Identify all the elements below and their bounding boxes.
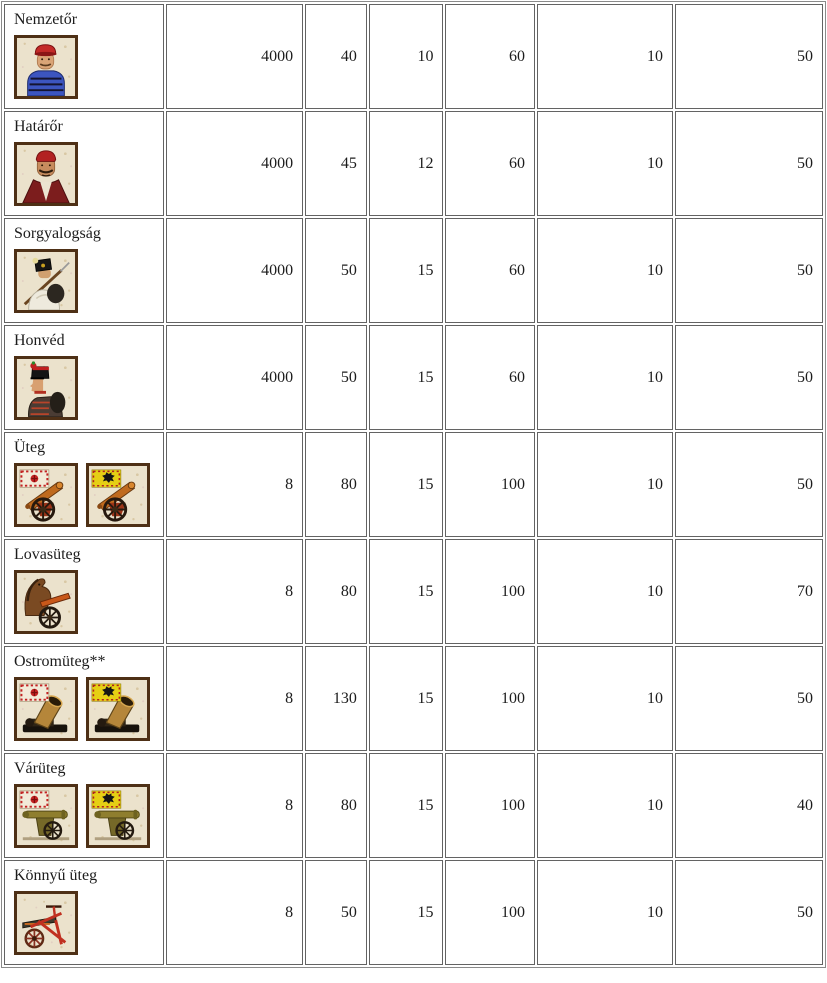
table-row [4, 539, 823, 644]
unit-cell-ostromuteg [4, 646, 164, 751]
stat-cell: 8 [166, 432, 303, 537]
fortress-cannon-hungarian-flag-icon [14, 784, 78, 848]
stat-cell: 70 [675, 539, 823, 644]
stat-cell: 4000 [166, 218, 303, 323]
stat-cell: 40 [305, 4, 367, 109]
table-row [4, 111, 823, 216]
unit-images [14, 784, 155, 848]
table-row [4, 218, 823, 323]
stat-cell: 100 [445, 432, 535, 537]
unit-images [14, 891, 155, 955]
stat-cell: 8 [166, 539, 303, 644]
stat-cell: 10 [537, 539, 673, 644]
stat-cell: 10 [537, 646, 673, 751]
unit-images [14, 570, 155, 634]
table-row [4, 646, 823, 751]
unit-cell-sorgyalogsag [4, 218, 164, 323]
unit-cell-varuteg [4, 753, 164, 858]
stat-cell: 15 [369, 325, 444, 430]
stat-cell: 10 [537, 111, 673, 216]
stat-cell: 10 [537, 218, 673, 323]
unit-name: Határőr [14, 118, 63, 135]
unit-name: Sorgyalogság [14, 225, 101, 242]
stat-cell: 100 [445, 539, 535, 644]
stat-cell: 60 [445, 218, 535, 323]
unit-name: Üteg [14, 439, 46, 456]
unit-images [14, 35, 155, 99]
stat-cell: 80 [305, 539, 367, 644]
stat-cell: 50 [305, 325, 367, 430]
stat-cell: 100 [445, 646, 535, 751]
stat-cell: 45 [305, 111, 367, 216]
field-cannon-hungarian-flag-icon [14, 463, 78, 527]
stat-cell: 130 [305, 646, 367, 751]
table-row [4, 860, 823, 965]
stat-cell: 50 [675, 646, 823, 751]
stat-cell: 40 [675, 753, 823, 858]
stat-cell: 60 [445, 4, 535, 109]
stat-cell: 80 [305, 432, 367, 537]
stat-cell: 10 [537, 753, 673, 858]
unit-cell-hataror [4, 111, 164, 216]
stat-cell: 10 [537, 325, 673, 430]
unit-images [14, 677, 155, 741]
siege-mortar-hungarian-flag-icon [14, 677, 78, 741]
field-cannon-austrian-flag-icon [86, 463, 150, 527]
table-row [4, 432, 823, 537]
unit-name: Nemzetőr [14, 11, 78, 28]
stat-cell: 8 [166, 860, 303, 965]
line-infantry-soldier-icon [14, 249, 78, 313]
stat-cell: 10 [369, 4, 444, 109]
unit-images [14, 249, 155, 313]
stat-cell: 50 [675, 432, 823, 537]
national-guard-soldier-icon [14, 35, 78, 99]
stat-cell: 50 [675, 4, 823, 109]
horse-artillery-icon [14, 570, 78, 634]
unit-name: Honvéd [14, 332, 65, 349]
unit-cell-honved [4, 325, 164, 430]
fortress-cannon-austrian-flag-icon [86, 784, 150, 848]
stat-cell: 80 [305, 753, 367, 858]
stat-cell: 10 [537, 432, 673, 537]
stat-cell: 60 [445, 111, 535, 216]
light-cannon-icon [14, 891, 78, 955]
stat-cell: 100 [445, 753, 535, 858]
unit-images [14, 142, 155, 206]
unit-images [14, 356, 155, 420]
stat-cell: 4000 [166, 4, 303, 109]
stat-cell: 50 [675, 325, 823, 430]
stat-cell: 4000 [166, 325, 303, 430]
stat-cell: 12 [369, 111, 444, 216]
stat-cell: 50 [305, 218, 367, 323]
unit-name: Várüteg [14, 760, 66, 777]
stat-cell: 100 [445, 860, 535, 965]
stat-cell: 15 [369, 218, 444, 323]
stat-cell: 8 [166, 753, 303, 858]
table-row [4, 753, 823, 858]
stat-cell: 8 [166, 646, 303, 751]
stat-cell: 15 [369, 432, 444, 537]
unit-cell-nemzetor [4, 4, 164, 109]
unit-name: Könnyű üteg [14, 867, 98, 884]
unit-name: Ostromüteg** [14, 653, 106, 670]
border-guard-soldier-icon [14, 142, 78, 206]
honved-soldier-icon [14, 356, 78, 420]
unit-cell-lovasuteg [4, 539, 164, 644]
stat-cell: 15 [369, 860, 444, 965]
unit-stats-table [1, 1, 826, 968]
stat-cell: 10 [537, 4, 673, 109]
siege-mortar-austrian-flag-icon [86, 677, 150, 741]
stat-cell: 50 [675, 860, 823, 965]
table-row [4, 4, 823, 109]
unit-name: Lovasüteg [14, 546, 81, 563]
stat-cell: 50 [675, 111, 823, 216]
stat-cell: 15 [369, 753, 444, 858]
stat-cell: 15 [369, 646, 444, 751]
unit-images [14, 463, 155, 527]
stat-cell: 15 [369, 539, 444, 644]
stat-cell: 60 [445, 325, 535, 430]
unit-cell-konnyu-uteg [4, 860, 164, 965]
unit-cell-uteg [4, 432, 164, 537]
stat-cell: 10 [537, 860, 673, 965]
stat-cell: 50 [305, 860, 367, 965]
stat-cell: 4000 [166, 111, 303, 216]
table-row [4, 325, 823, 430]
stat-cell: 50 [675, 218, 823, 323]
